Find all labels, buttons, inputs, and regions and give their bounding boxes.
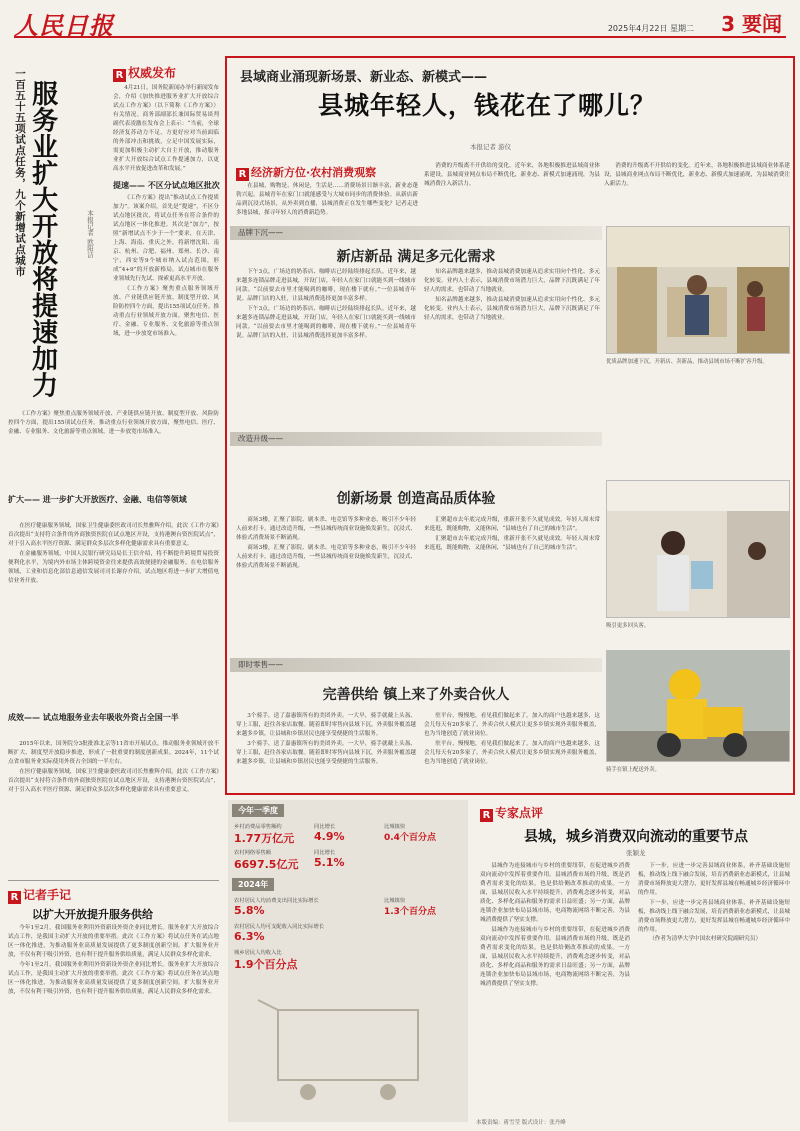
mall-photo-illustration <box>607 481 790 618</box>
left-sub1: 提速—— 不区分试点地区批次 <box>113 181 220 190</box>
data-row-1b: 同比增长 4.9% <box>314 824 345 843</box>
r-badge-icon: R <box>8 891 21 904</box>
delivery-photo-illustration <box>607 651 790 762</box>
photo-shopping <box>606 226 790 354</box>
commentary-body-2: 下一步，应进一步完善县域商业体系，补齐基础设施短板，推动线上线下融合发展，培育消费新业态新模式，让县城消费市场释放更大潜力，更好发挥县城在畅通城乡经济循环中的作用。 下一步，应进一步完善县域商业体系，补齐基础设施短板，推动线上线下融合发展，培育消费新业态新模式，让县城消费市场释放更大潜力，更好发挥县城在畅通城乡经济循环中的作用。 （作者为清华大学中国农村研究院副研究员） <box>638 863 790 942</box>
reporter-note-headline: 以扩大开放提升服务供给 <box>32 908 153 921</box>
data-row-3: 农村居民人均消费支出同比实际增长 5.8% <box>234 898 319 917</box>
section-body-3: 3个骑手，送了嘉惠镇所有的美团外卖。一大早，骑手就戴上头盔、穿上工服，赶往各家店取餐。随着即时零售向县域下沉，外卖服务覆盖越来越多乡镇，让县城和乡镇居民也能享受便捷的生活服务。 3个骑手，送了嘉惠镇所有的美团外卖。一大早，骑手就戴上头盔、穿上工服，赶往各家店取餐。随着即时零售向县域下沉，外卖服务覆盖越来越多乡镇，让县城和乡镇居民也能享受便捷的生活服务。 <box>236 713 416 765</box>
photo-delivery <box>606 650 790 762</box>
feature-lead-cont2: 消费的升级离不开供给的变化。近年来，各地积极推进县域商业体系建设，县城商业网点布局不断优化，新业态、新模式加速涌现，为县城消费注入新活力。 <box>604 163 790 187</box>
data-row-2b: 同比增长 5.1% <box>314 850 345 869</box>
feature-lead-cont: 消费的升级离不开供给的变化。近年来，各地积极推进县域商业体系建设，县城商业网点布局不断优化，新业态、新模式加速涌现，为县城消费注入新活力。 <box>424 163 600 187</box>
left-byline: 本报记者 欧阳洁 <box>86 210 94 258</box>
cart-illustration-icon <box>248 980 448 1110</box>
left-body2: 在医疗健康服务领域，国家卫生健康委医政司司长焦雅辉介绍，此次《工作方案》首次提出“支持符合条件的外商独资医院在试点地区开设，支持港澳台资医院试点”，对于引入高水平医疗资源、满足群众多层次多样化健康需求具有重要意义。 在金融服务领域，中国人民银行研究局局长王信介绍，将不断提升跨境贸易投资便利化水平，为境内外市场主体跨境资金往来提供高效便捷的金融服务。在电信服务领域，工业和信息化部信息通信发展司司长谢存介绍，试点地区将进一步扩大增值电信业务开放。 <box>8 523 219 584</box>
section-body-3b: 驻平台，慢慢地，看见我们做起来了，加入的商户也越来越多，这会儿每天有20多家了。外卖合伙人模式让更多乡镇实现外卖服务覆盖，也为当地创造了就业岗位。 驻平台，慢慢地，看见我们做起来了，加入的商户也越来越多，这会儿每天有20多家了。外卖合伙人模式让更多乡镇实现外卖服务覆盖，也为当地创造了就业岗位。 <box>424 713 600 765</box>
left-sub2: 扩大—— 进一步扩大开放医疗、金融、电信等领域 <box>8 495 187 504</box>
data-row-1c: 比城镇快 0.4个百分点 <box>384 824 436 843</box>
feature-lead: 在县城，购物是、休闲是，生活是……消费场景日渐丰富，新业态蓬勃兴起。县城青年在家门口就能感受与大城市同步的消费体验。从新店新品到沉浸式场景，从外卖到直播，县城消费正在发生哪些变化？记者走进多地县城，探寻年轻人的消费新趋势。 <box>236 183 418 216</box>
shop-photo-illustration <box>607 227 790 354</box>
divider <box>8 880 219 881</box>
data-row-3b: 比城镇快 1.3个百分点 <box>384 898 436 917</box>
column-tag: R 经济新方位·农村消费观察 <box>236 164 376 181</box>
section-body-1b: 知名品牌越来越多，推动县城消费加速从追求实用向个性化、多元化转变。业内人士表示，县城消费市场潜力巨大，品牌下沉既满足了年轻人的需求，也带动了当地就业。 知名品牌越来越多，推动县城消费加速从追求实用向个性化、多元化转变。业内人士表示，县城消费市场潜力巨大，品牌下沉既满足了年轻人的需求，也带动了当地就业。 <box>424 269 600 321</box>
commentary-body: 县城作为连接城市与乡村的重要纽带，在促进城乡消费双向流动中发挥着重要作用。县城消费市场的升级，既是消费者需求变化的结果，也是供给侧改革推动的成果。一方面，县城居民收入水平持续提升，消费观念逐步转变，对品质化、多样化商品和服务的需求日益旺盛；另一方面，品牌连锁企业加快布局县域市场，电商物流网络不断完善，为县城消费提供了坚实支撑。 县城作为连接城市与乡村的重要纽带，在促进城乡消费双向流动中发挥着重要作用。县城消费市场的升级，既是消费者需求变化的结果，也是供给侧改革推动的成果。一方面，县城居民收入水平持续提升，消费观念逐步转变，对品质化、多样化商品和服务的需求日益旺盛；另一方面，品牌连锁企业加快布局县域市场，电商物流网络不断完善，为县城消费提供了坚实支撑。 <box>480 863 630 987</box>
reporter-note-body: 今年1至2月，我国服务业利用外资新设外资企业同比增长。服务业扩大开放综合试点工作，是我国主动扩大开放的重要举措。此次《工作方案》将试点任务在试点地区一体化推进，为推动服务业高质量发展提供了更多制度创新空间。扩大服务业开放，不仅有利于吸引外资，也有利于提升服务供给质量，满足人民群众多样化需求。 今年1至2月，我国服务业利用外资新设外资企业同比增长。服务业扩大开放综合试点工作，是我国主动扩大开放的重要举措。此次《工作方案》将试点任务在试点地区一体化推进，为推动服务业高质量发展提供了更多制度创新空间。扩大服务业开放，不仅有利于吸引外资，也有利于提升服务供给质量，满足人民群众多样化需求。 <box>8 925 219 995</box>
photo-caption-1: 优质品牌加速下沉，开新店、卖新品，推动县域市场不断扩容升级。 <box>606 359 768 365</box>
feature-headline: 县城年轻人，钱花在了哪儿？ <box>318 91 657 120</box>
photo-shopping-2 <box>606 480 790 618</box>
feature-byline: 本报记者 游仪 <box>470 143 512 151</box>
r-badge-icon: R <box>236 168 249 181</box>
section-bar-1: 品牌下沉—— <box>230 226 602 240</box>
data-row-4: 农村居民人均可支配收入同比实际增长 6.3% <box>234 924 325 943</box>
left-body1-cont: 《工作方案》聚焦重点服务领域开放、产业链供应链开放、制度型开放、风险防控四个方面，提出155项试点任务。推动重点行业领域开放方面，聚焦电信、医疗、金融、专业服务、文化旅游等重点领域，进一步放宽市场准入。 <box>8 411 219 435</box>
r-badge-icon: R <box>113 69 126 82</box>
feature-kicker: 县域商业涌现新场景、新业态、新模式—— <box>240 70 488 85</box>
authority-tag: R 权威发布 <box>113 64 176 82</box>
data-row-1: 乡村消费品零售额约 1.77万亿元 <box>234 824 295 845</box>
page-number: 3 要闻 <box>721 12 782 36</box>
section-body-2b: 汇聚超市去年底完成升级，重新开张不久就见成效。年轻人周末常来逛逛，既能购物，又能休闲，“县城也有了自己的城市生活”。 汇聚超市去年底完成升级，重新开张不久就见成效。年轻人周末常来逛逛，既能购物，又能休闲，“县城也有了自己的城市生活”。 <box>424 517 600 551</box>
section-title-2: 创新场景 创造高品质体验 <box>336 491 496 507</box>
data-row-2: 农村网络零售额 6697.5亿元 <box>234 850 299 871</box>
section-title-3: 完善供给 镇上来了外卖合伙人 <box>322 687 510 703</box>
commentary-headline: 县城，城乡消费双向流动的重要节点 <box>524 829 748 845</box>
data-box-title: 今年一季度 <box>232 804 284 817</box>
newspaper-logo: 人民日报 <box>14 11 114 40</box>
photo-caption-2: 吸引更多回头客。 <box>606 623 650 629</box>
commentary <box>476 800 794 1122</box>
data-box <box>228 800 468 1122</box>
reporter-note-tag: R 记者手记 <box>8 886 71 904</box>
left-intro: 4月21日，国务院新闻办举行新闻发布会，介绍《加快推进服务业扩大开放综合试点工作方案》（以下简称《工作方案》）有关情况。商务部副部长兼国际贸易谈判副代表凌激在发布会上表示：“当前，全球经济复苏动力不足，方更好应对当前面临的外部冲击和挑战，立足中国发展实际，需更加积极主动扩大自主开放，推动服务业扩大开放综合试点工作提速加力，以更高水平开放促进改革和发展。” <box>113 85 219 172</box>
commentary-author: 张颖龙 <box>626 849 646 857</box>
section-bar-3: 即时零售—— <box>230 658 602 672</box>
masthead <box>14 6 786 38</box>
left-kicker: 一百五十五项试点任务，九个新增试点城市 <box>14 68 26 277</box>
left-body1: 《工作方案》提出“推动试点工作提质加力”。该案介绍，首先是“提速”，不区分试点地区批次，将试点任务在符合条件的试点地区一体化推进。其次是“加力”，按照“新增试点不少于一个”要求，在天津、上海、海南、重庆之外，将新增沈阳、南京、杭州、合肥、福州、郑州、长沙、南宁、西安等9个城市纳入试点范围，形成“4+9”的开放新格局。试点城市在服务业领域先行先试、探索更高水平开放。 《工作方案》聚焦重点服务领域开放、产业链供应链开放、制度型开放、风险防控四个方面，提出155项试点任务。推动重点行业领域开放方面，聚焦电信、医疗、金融、专业服务、文化旅游等重点领域，进一步放宽市场准入。 <box>113 195 219 337</box>
footer-credits: 本版责编：蒋雪莹 版式设计：张丹峰 <box>476 1120 566 1126</box>
section-body-2: 商场3楼，汇聚了影院、剧本杀、电竞馆等多种业态，吸引不少年轻人前来打卡。通过改造升级，一些县城传统商业设施焕发新生，沉浸式、体验式消费场景不断涌现。 商场3楼，汇聚了影院、剧本杀、电竞馆等多种业态，吸引不少年轻人前来打卡。通过改造升级，一些县城传统商业设施焕发新生，沉浸式、体验式消费场景不断涌现。 <box>236 517 416 569</box>
data-box-year: 2024年 <box>232 878 274 891</box>
left-sub3: 成效—— 试点地服务业去年吸收外资占全国一半 <box>8 713 179 722</box>
r-badge-icon: R <box>480 809 493 822</box>
section-bar-2: 改造升级—— <box>230 432 602 446</box>
section-title-1: 新店新品 满足多元化需求 <box>336 249 496 265</box>
left-body3: 2015年以来，国务院分3批批准北京等11省市开展试点，推动服务业领域开放不断扩大、制度型开放稳步推进，形成了一批重要的制度创新成果。2024年，11个试点省市服务业实际使用外资占全国的一半左右。 在医疗健康服务领域，国家卫生健康委医政司司长焦雅辉介绍，此次《工作方案》首次提出“支持符合条件的外商独资医院在试点地区开设，支持港澳台资医院试点”，对于引入高水平医疗资源、满足群众多层次多样化健康需求具有重要意义。 <box>8 741 219 793</box>
photo-caption-3: 骑手在镇上配送外卖。 <box>606 767 660 773</box>
left-headline: 服务业扩大开放将提速加力 <box>27 80 58 398</box>
commentary-tag: R 专家点评 <box>480 804 543 822</box>
data-row-5: 城乡居民人均收入比 1.9个百分点 <box>234 950 298 971</box>
section-body-1: 下午3点，广场边的奶茶店、咖啡店已经陆续排起长队。近年来，越来越多连锁品牌走进县城，开设门店，年轻人在家门口就能买到一线城市同款。“以前要去市里才能喝到的咖啡，现在楼下就有。”一位县城青年说。品牌门店的入驻，让县城消费选择更加丰富多样。 下午3点，广场边的奶茶店、咖啡店已经陆续排起长队。近年来，越来越多连锁品牌走进县城，开设门店，年轻人在家门口就能买到一线城市同款。“以前要去市里才能喝到的咖啡，现在楼下就有。”一位县城青年说。品牌门店的入驻，让县城消费选择更加丰富多样。 <box>236 269 416 339</box>
dateline: 2025年4月22日 星期二 <box>607 24 694 33</box>
